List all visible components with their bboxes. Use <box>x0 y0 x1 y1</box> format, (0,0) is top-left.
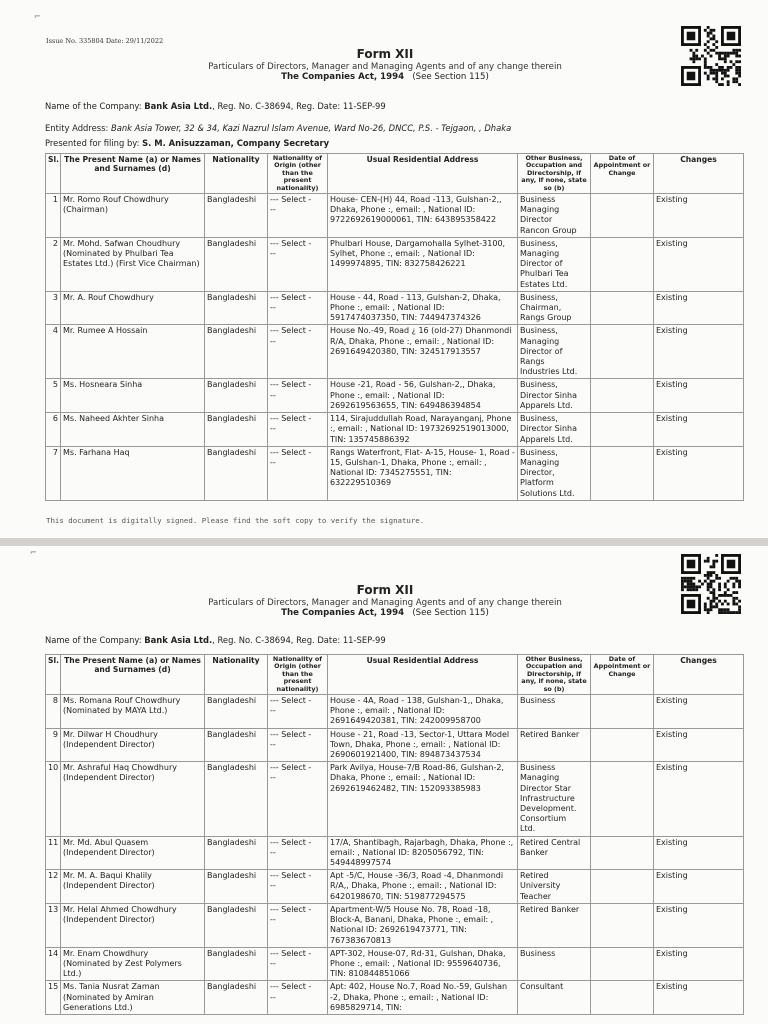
cell-change: Existing <box>654 695 744 729</box>
cell-change: Existing <box>654 762 744 836</box>
scan-mark: ⌐ <box>34 12 41 21</box>
cell-change: Existing <box>654 325 744 379</box>
cell-origin: --- Select - -- <box>268 836 328 870</box>
cell-date <box>591 903 654 947</box>
cell-other: Consultant <box>518 981 591 1015</box>
company-reg: , Reg. No. C-38694, Reg. Date: 11-SEP-99 <box>212 635 386 645</box>
header-sl: Sl. <box>46 655 61 695</box>
cell-origin: --- Select - -- <box>268 291 328 325</box>
header-sl: Sl. <box>46 154 61 194</box>
act-section: (See Section 115) <box>412 608 489 618</box>
cell-origin: --- Select - -- <box>268 728 328 762</box>
cell-name: Mr. Helal Ahmed Chowdhury (Independent Director) <box>61 903 205 947</box>
cell-other: Business, Director Sinha Apparels Ltd. <box>518 413 591 447</box>
cell-addr: Phulbari House, Dargamohalla Sylhet-3100, Sylhet, Phone :, email: , National ID: 1499974895, TIN: 832758426221 <box>328 237 518 291</box>
scan-mark: ⌐ <box>30 548 37 557</box>
cell-other: Business, Managing Director, Platform Solutions Ltd. <box>518 446 591 500</box>
cell-sl: 5 <box>46 379 61 413</box>
table-body <box>46 194 744 501</box>
cell-other: Retired Banker <box>518 728 591 762</box>
cell-name: Mr. Md. Abul Quasem (Independent Director) <box>61 836 205 870</box>
cell-sl: 15 <box>46 981 61 1015</box>
cell-origin: --- Select - -- <box>268 947 328 981</box>
cell-addr: Rangs Waterfront, Flat- A-15, House- 1, Road - 15, Gulshan-1, Dhaka, Phone :, email: , National ID: 7345275551, TIN: 632229510369 <box>328 446 518 500</box>
qr-code-icon <box>681 554 741 614</box>
header-other: Other Business, Occupation and Directorship, if any, if none, state so (b) <box>518 154 591 194</box>
cell-origin: --- Select - -- <box>268 870 328 904</box>
cell-date <box>591 870 654 904</box>
cell-addr: House - 44, Road - 113, Gulshan-2, Dhaka, Phone :, email: , National ID: 5917474037350, TIN: 744947374326 <box>328 291 518 325</box>
cell-sl: 4 <box>46 325 61 379</box>
cell-name: Ms. Romana Rouf Chowdhury (Nominated by MAYA Ltd.) <box>61 695 205 729</box>
cell-nat: Bangladeshi <box>205 695 268 729</box>
company-name: Bank Asia Ltd. <box>144 635 213 645</box>
cell-nat: Bangladeshi <box>205 237 268 291</box>
cell-other: Retired University Teacher <box>518 870 591 904</box>
cell-sl: 14 <box>46 947 61 981</box>
form-subtitle: Particulars of Directors, Manager and Managing Agents and of any change therein <box>208 598 562 608</box>
cell-change: Existing <box>654 728 744 762</box>
header-date: Date of Appointment or Change <box>591 655 654 695</box>
act-section: (See Section 115) <box>412 72 489 82</box>
cell-addr: House -21, Road - 56, Gulshan-2,, Dhaka, Phone :, email: , National ID: 2692619563655, TIN: 649486394854 <box>328 379 518 413</box>
cell-change: Existing <box>654 379 744 413</box>
cell-addr: APT-302, House-07, Rd-31, Gulshan, Dhaka, Phone :, email: , National ID: 9559640736, TIN: 810844851066 <box>328 947 518 981</box>
cell-other: Retired Central Banker <box>518 836 591 870</box>
cell-name: Mr. Rumee A Hossain <box>61 325 205 379</box>
cell-other: Retired Banker <box>518 903 591 947</box>
cell-addr: House- CEN-(H) 44, Road -113, Gulshan-2,, Dhaka, Phone :, email: , National ID: 9722692619000061, TIN: 643895358422 <box>328 194 518 238</box>
cell-addr: House No.-49, Road ¿ 16 (old-27) Dhanmondi R/A, Dhaka, Phone :, email: , National ID: 2691649420380, TIN: 324517913557 <box>328 325 518 379</box>
cell-other: Business <box>518 695 591 729</box>
cell-nat: Bangladeshi <box>205 836 268 870</box>
table-body <box>46 695 744 1015</box>
header-addr: Usual Residential Address <box>328 154 518 194</box>
company-reg: , Reg. No. C-38694, Reg. Date: 11-SEP-99 <box>212 101 386 111</box>
table-row <box>46 981 744 1015</box>
header-addr: Usual Residential Address <box>328 655 518 695</box>
cell-origin: --- Select - -- <box>268 194 328 238</box>
table-header <box>46 154 744 194</box>
cell-name: Mr. Romo Rouf Chowdhury (Chairman) <box>61 194 205 238</box>
cell-date <box>591 325 654 379</box>
company-line <box>45 635 386 645</box>
cell-name: Mr. Ashraful Haq Chowdhury (Independent Director) <box>61 762 205 836</box>
signature-note: This document is digitally signed. Please find the soft copy to verify the signature. <box>46 516 425 525</box>
qr-code-icon <box>681 26 741 86</box>
form-page-2 <box>0 546 768 1024</box>
cell-name: Mr. A. Rouf Chowdhury <box>61 291 205 325</box>
cell-name: Ms. Tania Nusrat Zaman (Nominated by Amiran Generations Ltd.) <box>61 981 205 1015</box>
company-label: Name of the Company: <box>45 101 142 111</box>
entity-address: Bank Asia Tower, 32 & 34, Kazi Nazrul Islam Avenue, Ward No-26, DNCC, P.S. - Tejgaon, , Dhaka <box>110 123 512 133</box>
cell-change: Existing <box>654 291 744 325</box>
cell-nat: Bangladeshi <box>205 194 268 238</box>
directors-table <box>45 153 744 501</box>
company-name: Bank Asia Ltd. <box>144 101 213 111</box>
cell-name: Ms. Hosneara Sinha <box>61 379 205 413</box>
header-change: Changes <box>654 655 744 695</box>
act-name: The Companies Act, 1994 <box>281 608 405 618</box>
cell-sl: 3 <box>46 291 61 325</box>
cell-nat: Bangladeshi <box>205 325 268 379</box>
entity-line <box>45 123 511 133</box>
header-origin: Nationality of Origin (other than the present nationality) <box>268 655 328 695</box>
cell-date <box>591 291 654 325</box>
header-origin: Nationality of Origin (other than the present nationality) <box>268 154 328 194</box>
cell-name: Mr. M. A. Baqui Khalily (Independent Director) <box>61 870 205 904</box>
cell-change: Existing <box>654 947 744 981</box>
cell-origin: --- Select - -- <box>268 695 328 729</box>
cell-date <box>591 237 654 291</box>
cell-date <box>591 413 654 447</box>
cell-nat: Bangladeshi <box>205 413 268 447</box>
company-line <box>45 101 386 111</box>
cell-sl: 12 <box>46 870 61 904</box>
cell-sl: 2 <box>46 237 61 291</box>
presented-by: S. M. Anisuzzaman, Company Secretary <box>142 138 330 148</box>
header-nat: Nationality <box>205 154 268 194</box>
cell-nat: Bangladeshi <box>205 947 268 981</box>
cell-change: Existing <box>654 903 744 947</box>
cell-date <box>591 695 654 729</box>
cell-change: Existing <box>654 981 744 1015</box>
cell-addr: Park Avilya, House-7/B Road-86, Gulshan-2, Dhaka, Phone :, email: , National ID: 2692619462482, TIN: 152093385983 <box>328 762 518 836</box>
cell-name: Ms. Naheed Akhter Sinha <box>61 413 205 447</box>
cell-other: Business, Director Sinha Apparels Ltd. <box>518 379 591 413</box>
form-title: Form XII <box>356 47 414 61</box>
cell-sl: 8 <box>46 695 61 729</box>
cell-nat: Bangladeshi <box>205 446 268 500</box>
cell-addr: House - 4A, Road - 138, Gulshan-1,, Dhaka, Phone :, email: , National ID: 2691649420381, TIN: 242009958700 <box>328 695 518 729</box>
cell-addr: 17/A, Shantibagh, Rajarbagh, Dhaka, Phone :, email: , National ID: 8205056792, TIN: 549448997574 <box>328 836 518 870</box>
header-date: Date of Appointment or Change <box>591 154 654 194</box>
table-row <box>46 728 744 762</box>
cell-name: Ms. Farhana Haq <box>61 446 205 500</box>
cell-sl: 6 <box>46 413 61 447</box>
presented-line <box>45 138 329 148</box>
table-row <box>46 903 744 947</box>
act-name: The Companies Act, 1994 <box>281 72 405 82</box>
cell-addr: House - 21, Road -13, Sector-1, Uttara Model Town, Dhaka, Phone :, email: , National ID: 2690601921400, TIN: 894873437534 <box>328 728 518 762</box>
cell-nat: Bangladeshi <box>205 728 268 762</box>
company-label: Name of the Company: <box>45 635 142 645</box>
form-title: Form XII <box>356 583 414 597</box>
cell-other: Business Managing Director Star Infrastructure Development. Consortium Ltd. <box>518 762 591 836</box>
cell-origin: --- Select - -- <box>268 325 328 379</box>
table-row <box>46 870 744 904</box>
cell-nat: Bangladeshi <box>205 870 268 904</box>
cell-origin: --- Select - -- <box>268 762 328 836</box>
cell-date <box>591 379 654 413</box>
table-row <box>46 291 744 325</box>
cell-origin: --- Select - -- <box>268 903 328 947</box>
cell-origin: --- Select - -- <box>268 379 328 413</box>
cell-other: Business <box>518 947 591 981</box>
cell-name: Mr. Mohd. Safwan Choudhury (Nominated by Phulbari Tea Estates Ltd.) (First Vice Chairman) <box>61 237 205 291</box>
cell-nat: Bangladeshi <box>205 981 268 1015</box>
cell-date <box>591 762 654 836</box>
cell-origin: --- Select - -- <box>268 237 328 291</box>
table-row <box>46 947 744 981</box>
page-gap <box>0 538 768 546</box>
table-row <box>46 379 744 413</box>
header-other: Other Business, Occupation and Directorship, if any, if none, state so (b) <box>518 655 591 695</box>
cell-date <box>591 446 654 500</box>
cell-sl: 10 <box>46 762 61 836</box>
form-subtitle: Particulars of Directors, Manager and Managing Agents and of any change therein <box>208 62 562 72</box>
table-row <box>46 413 744 447</box>
table-row <box>46 325 744 379</box>
table-row <box>46 446 744 500</box>
cell-origin: --- Select - -- <box>268 981 328 1015</box>
act-reference <box>150 608 620 618</box>
cell-nat: Bangladeshi <box>205 379 268 413</box>
cell-date <box>591 947 654 981</box>
cell-addr: Apt: 402, House No.7, Road No.-59, Gulshan -2, Dhaka, Phone :, email: , National ID: 6985829714, TIN: <box>328 981 518 1015</box>
cell-change: Existing <box>654 237 744 291</box>
header-name: The Present Name (a) or Names and Surnames (d) <box>61 655 205 695</box>
cell-addr: Apt -5/C, House -36/3, Road -4, Dhanmondi R/A,, Dhaka, Phone :, email: , National ID: 6420198670, TIN: 519877294575 <box>328 870 518 904</box>
cell-date <box>591 836 654 870</box>
cell-change: Existing <box>654 194 744 238</box>
cell-addr: Apartment-W/5 House No. 78, Road -18, Block-A, Banani, Dhaka, Phone :, email: , National ID: 2692619473771, TIN: 767383670813 <box>328 903 518 947</box>
cell-change: Existing <box>654 446 744 500</box>
cell-change: Existing <box>654 413 744 447</box>
entity-label: Entity Address: <box>45 123 109 133</box>
table-row <box>46 836 744 870</box>
table-row <box>46 194 744 238</box>
cell-name: Mr. Enam Chowdhury (Nominated by Zest Polymers Ltd.) <box>61 947 205 981</box>
cell-sl: 9 <box>46 728 61 762</box>
cell-other: Business Managing Director Rancon Group <box>518 194 591 238</box>
table-row <box>46 695 744 729</box>
cell-other: Business, Managing Director of Phulbari Tea Estates Ltd. <box>518 237 591 291</box>
cell-date <box>591 194 654 238</box>
act-reference <box>150 72 620 82</box>
table-row <box>46 237 744 291</box>
cell-origin: --- Select - -- <box>268 413 328 447</box>
cell-name: Mr. Dilwar H Choudhury (Independent Director) <box>61 728 205 762</box>
cell-other: Business, Managing Director of Rangs Industries Ltd. <box>518 325 591 379</box>
cell-change: Existing <box>654 870 744 904</box>
cell-change: Existing <box>654 836 744 870</box>
cell-origin: --- Select - -- <box>268 446 328 500</box>
directors-table <box>45 654 744 1015</box>
header-change: Changes <box>654 154 744 194</box>
cell-addr: 114, Sirajuddullah Road, Narayanganj, Phone :, email: , National ID: 19732692519013000, TIN: 135745886392 <box>328 413 518 447</box>
table-header <box>46 655 744 695</box>
cell-sl: 13 <box>46 903 61 947</box>
header-nat: Nationality <box>205 655 268 695</box>
cell-date <box>591 728 654 762</box>
presented-label: Presented for filing by: <box>45 138 140 148</box>
cell-nat: Bangladeshi <box>205 291 268 325</box>
issue-number: Issue No. 335804 Date: 29/11/2022 <box>46 37 164 45</box>
cell-sl: 1 <box>46 194 61 238</box>
cell-date <box>591 981 654 1015</box>
cell-nat: Bangladeshi <box>205 903 268 947</box>
table-row <box>46 762 744 836</box>
cell-sl: 11 <box>46 836 61 870</box>
header-name: The Present Name (a) or Names and Surnames (d) <box>61 154 205 194</box>
cell-other: Business, Chairman, Rangs Group <box>518 291 591 325</box>
cell-nat: Bangladeshi <box>205 762 268 836</box>
cell-sl: 7 <box>46 446 61 500</box>
